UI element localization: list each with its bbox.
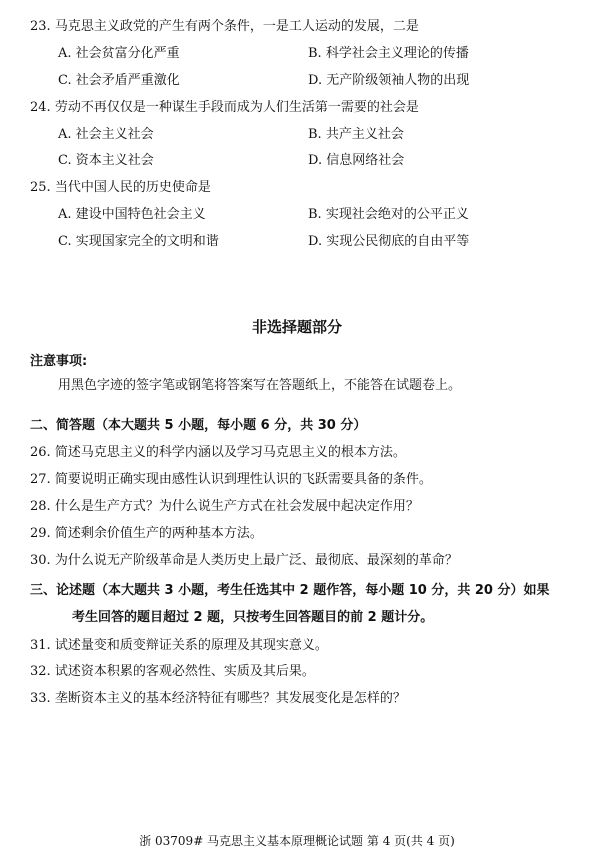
question-text: 简述马克思主义的科学内涵以及学习马克思主义的根本方法。 (54, 445, 406, 460)
option-text: 社会主义社会 (75, 127, 154, 142)
option-23-a (58, 45, 180, 63)
question-number: 28. (30, 499, 51, 514)
option-label: C. (58, 234, 72, 249)
question-text: 当代中国人民的历史使命是 (54, 180, 211, 195)
notes-heading: 注意事项: (30, 354, 88, 369)
question-26 (30, 444, 406, 462)
question-text: 为什么说无产阶级革命是人类历史上最广泛、最彻底、最深刻的革命？ (54, 553, 458, 568)
question-text: 劳动不再仅仅是一种谋生手段而成为人们生活第一需要的社会是 (54, 100, 419, 115)
question-23 (30, 18, 419, 36)
question-number: 32. (30, 664, 51, 679)
notes-body: 用黑色字迹的签字笔或钢笔将答案写在答题纸上，不能答在试题卷上。 (58, 378, 462, 393)
option-23-d (308, 72, 469, 90)
section-title: 非选择题部分 (251, 318, 342, 336)
option-text: 建设中国特色社会主义 (75, 207, 206, 222)
short-answer-heading: 二、简答题（本大题共 5 小题，每小题 6 分，共 30 分） (30, 418, 367, 433)
option-text: 共产主义社会 (325, 127, 404, 142)
option-23-b (308, 45, 469, 63)
option-24-b (308, 126, 404, 144)
option-label: B. (308, 127, 322, 142)
option-label: B. (308, 46, 322, 61)
option-25-c (58, 233, 219, 251)
option-24-d (308, 152, 404, 170)
question-text: 简述剩余价值生产的两种基本方法。 (54, 526, 263, 541)
question-number: 23. (30, 19, 51, 34)
question-number: 25. (30, 180, 51, 195)
question-24 (30, 99, 419, 117)
essay-heading-line2: 考生回答的题目超过 2 题，只按考生回答题目的前 2 题计分。 (72, 610, 434, 625)
question-number: 30. (30, 553, 51, 568)
essay-heading-line1: 三、论述题（本大题共 3 小题，考生任选其中 2 题作答，每小题 10 分，共 20 分）如果 (30, 583, 550, 598)
question-number: 29. (30, 526, 51, 541)
option-24-a (58, 126, 154, 144)
question-25 (30, 179, 211, 197)
option-label: D. (308, 153, 323, 168)
option-25-d (308, 233, 469, 251)
page-footer: 浙 03709# 马克思主义基本原理概论试题 第 4 页(共 4 页) (139, 834, 455, 848)
option-text: 无产阶级领袖人物的出现 (326, 73, 470, 88)
option-text: 实现社会绝对的公平正义 (325, 207, 469, 222)
option-text: 信息网络社会 (326, 153, 405, 168)
question-text: 简要说明正确实现由感性认识到理性认识的飞跃需要具备的条件。 (54, 472, 432, 487)
option-text: 实现国家完全的文明和谐 (75, 234, 219, 249)
option-label: D. (308, 73, 323, 88)
question-text: 马克思主义政党的产生有两个条件，一是工人运动的发展，二是 (54, 19, 419, 34)
question-number: 26. (30, 445, 51, 460)
option-text: 社会贫富分化严重 (75, 46, 180, 61)
question-32 (30, 663, 315, 681)
question-number: 31. (30, 638, 51, 653)
option-label: B. (308, 207, 322, 222)
question-31 (30, 637, 328, 655)
option-label: D. (308, 234, 323, 249)
option-23-c (58, 72, 180, 90)
question-27 (30, 471, 432, 489)
option-label: A. (58, 127, 72, 142)
question-text: 试述资本积累的客观必然性、实质及其后果。 (54, 664, 315, 679)
question-number: 24. (30, 100, 51, 115)
option-label: C. (58, 153, 72, 168)
question-29 (30, 525, 263, 543)
option-label: C. (58, 73, 72, 88)
question-30 (30, 552, 458, 570)
question-number: 27. (30, 472, 51, 487)
option-text: 社会矛盾严重激化 (75, 73, 180, 88)
question-text: 什么是生产方式？为什么说生产方式在社会发展中起决定作用？ (54, 499, 419, 514)
question-33 (30, 690, 406, 708)
option-text: 科学社会主义理论的传播 (325, 46, 469, 61)
question-number: 33. (30, 691, 51, 706)
option-text: 资本主义社会 (75, 153, 154, 168)
option-label: A. (58, 46, 72, 61)
option-24-c (58, 152, 154, 170)
question-text: 试述量变和质变辩证关系的原理及其现实意义。 (54, 638, 328, 653)
option-25-a (58, 206, 206, 224)
option-label: A. (58, 207, 72, 222)
question-28 (30, 498, 419, 516)
option-25-b (308, 206, 469, 224)
question-text: 垄断资本主义的基本经济特征有哪些？其发展变化是怎样的？ (54, 691, 406, 706)
option-text: 实现公民彻底的自由平等 (326, 234, 470, 249)
